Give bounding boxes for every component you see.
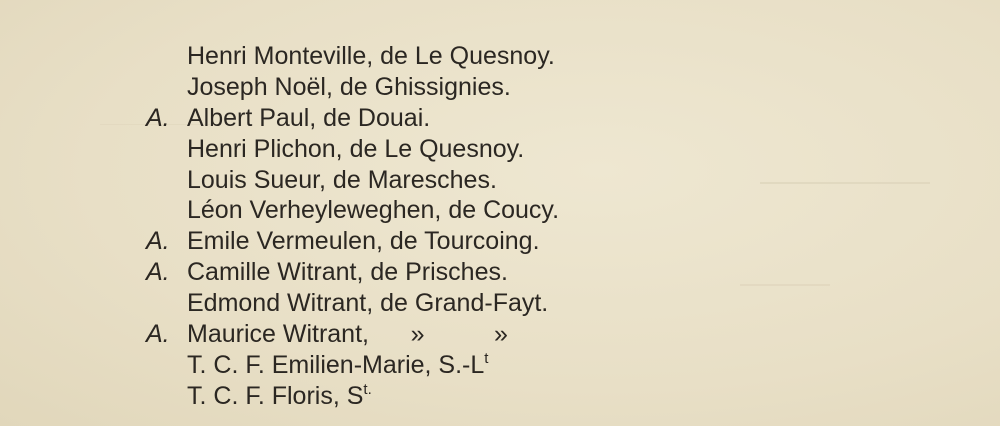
entry-text: Albert Paul, de Douai. <box>187 103 431 132</box>
entry-text: Léon Verheyleweghen, de Coucy. <box>187 196 560 225</box>
list-item <box>0 350 1000 381</box>
entry-marker: A. <box>146 227 170 256</box>
entry-text: T. C. F. Emilien-Marie, S.-L <box>187 350 485 379</box>
entry-text: T. C. F. Floris, S <box>187 381 364 410</box>
list-item <box>0 319 1000 350</box>
entry-text: Emile Vermeulen, de Tourcoing. <box>187 227 540 256</box>
list-item <box>0 226 1000 257</box>
name-list <box>0 41 1000 412</box>
list-item <box>0 72 1000 103</box>
entry-text: Camille Witrant, de Prisches. <box>187 258 508 287</box>
list-item <box>0 103 1000 134</box>
list-item <box>0 165 1000 196</box>
entry-superscript: t <box>484 349 489 367</box>
list-item <box>0 41 1000 72</box>
entry-text: Henri Monteville, de Le Quesnoy. <box>187 42 555 70</box>
list-item <box>0 381 1000 412</box>
entry-marker: A. <box>146 258 170 287</box>
entry-text: Henri Plichon, de Le Quesnoy. <box>187 134 525 163</box>
entry-superscript: t. <box>363 380 372 398</box>
list-item <box>0 288 1000 319</box>
entry-text: Louis Sueur, de Maresches. <box>187 165 497 194</box>
entry-text: Maurice Witrant, » » <box>187 320 508 349</box>
list-item <box>0 257 1000 288</box>
entry-text: Joseph Noël, de Ghissignies. <box>187 72 511 101</box>
entry-text: Edmond Witrant, de Grand-Fayt. <box>187 289 549 318</box>
entry-marker: A. <box>146 320 170 349</box>
entry-marker: A. <box>146 103 170 132</box>
list-item <box>0 195 1000 226</box>
list-item <box>0 134 1000 165</box>
